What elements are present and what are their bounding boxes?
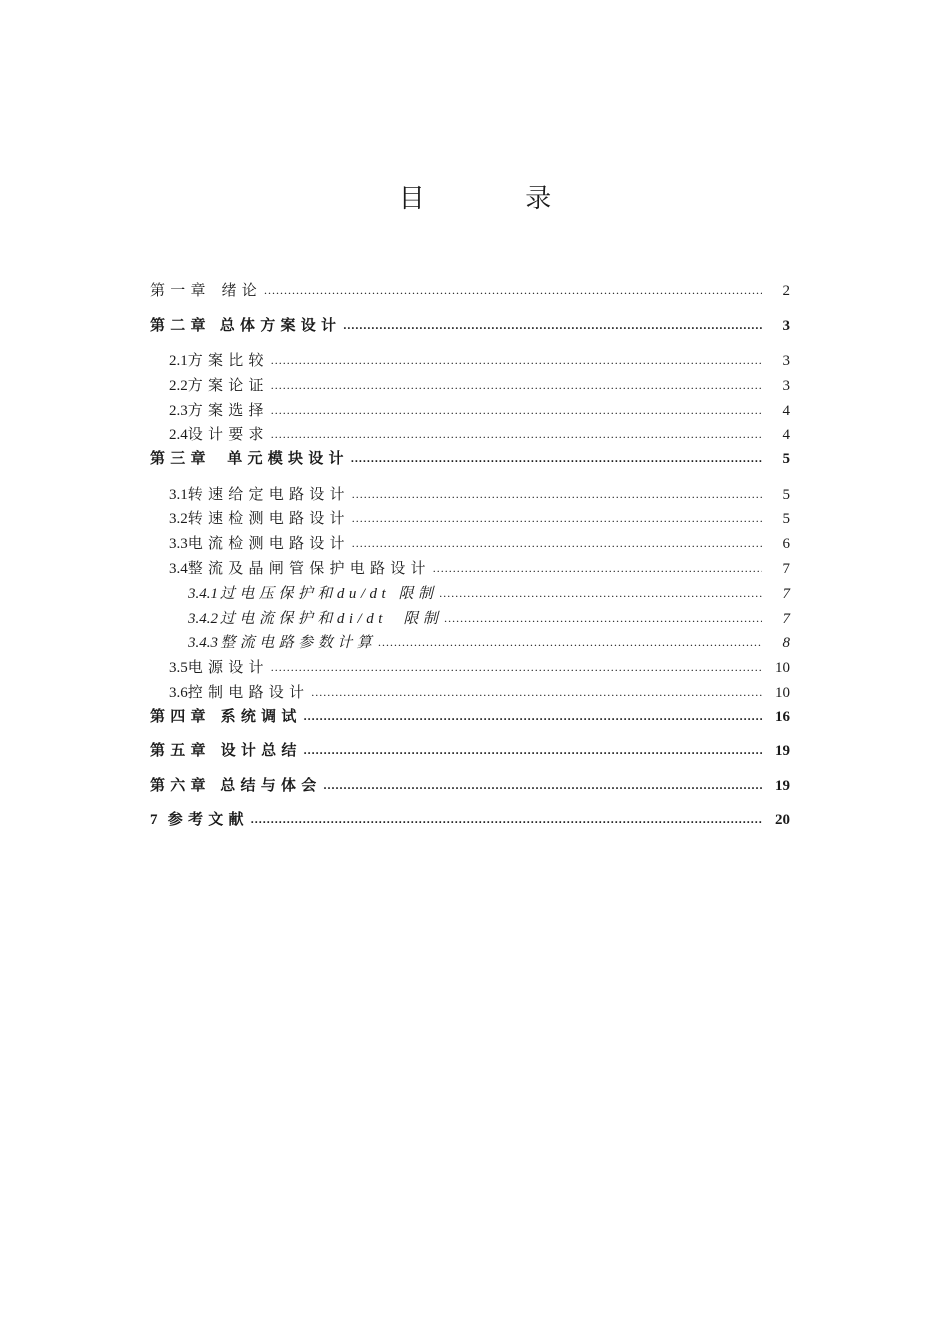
toc-page-number: 19 [775, 743, 790, 760]
toc-page-number: 3 [782, 377, 790, 394]
toc-page-number: 2 [782, 283, 790, 299]
toc-entry-number: 2.3 [169, 402, 188, 419]
toc-chapter-entry[interactable] [150, 315, 798, 350]
toc-page-number: 3 [782, 353, 790, 369]
toc-entry-number: 3.3 [169, 536, 188, 553]
dot-leader [271, 373, 762, 398]
dot-leader [433, 556, 762, 581]
toc-entry-title: 方案选择 [187, 402, 269, 419]
toc-subsection-entry[interactable] [150, 607, 798, 632]
toc-page-number: 10 [775, 660, 790, 677]
toc-entry-number: 3.5 [169, 660, 188, 677]
toc-page-number: 7 [782, 610, 790, 627]
dot-leader [264, 279, 762, 301]
toc-entry-number: 2.2 [169, 377, 188, 394]
toc-entry-title: 总结与体会 [220, 777, 322, 794]
dot-leader [271, 422, 762, 447]
toc-chapter-entry[interactable] [150, 740, 798, 775]
toc-entry-number: 7 [150, 812, 163, 829]
dot-leader [304, 739, 762, 761]
page-title [0, 178, 950, 215]
dot-leader [271, 398, 762, 423]
toc-page-number: 7 [782, 585, 790, 602]
dot-leader [343, 314, 762, 336]
toc-page-number: 10 [775, 685, 790, 702]
toc-section-entry[interactable] [150, 349, 798, 374]
toc-section-entry[interactable] [150, 681, 798, 706]
toc-section-entry[interactable] [150, 483, 798, 508]
toc-section-entry[interactable] [150, 532, 798, 557]
toc-entry-number: 3.1 [169, 486, 188, 503]
toc-page-number: 3 [782, 317, 790, 334]
toc-page-number: 20 [775, 812, 790, 829]
dot-leader [271, 655, 762, 680]
toc-chapter-entry[interactable] [150, 448, 798, 483]
toc-section-entry[interactable] [150, 656, 798, 681]
toc-entry-title: 单元模块设计 [227, 451, 349, 468]
toc-entry-number: 第五章 [150, 743, 211, 760]
toc-page-number: 5 [782, 486, 790, 503]
toc-page-number: 8 [782, 635, 790, 652]
toc-entry-number: 3.4 [169, 561, 188, 578]
dot-leader [323, 774, 762, 796]
toc-entry-title: 方案比较 [187, 353, 269, 369]
dot-leader [352, 531, 762, 556]
toc-page-number: 7 [782, 561, 790, 578]
toc-section-entry[interactable] [150, 374, 798, 399]
toc-entry-title: 设计要求 [187, 427, 269, 444]
toc-entry-number: 第三章 [150, 451, 211, 468]
toc-page-number: 5 [782, 451, 790, 468]
title-char-1: 目 [398, 184, 425, 213]
toc-entry-number: 3.6 [169, 685, 188, 702]
dot-leader [352, 482, 762, 507]
toc-entry-title: 系统调试 [220, 708, 302, 725]
toc-entry-title: 过电压保护和du/dt 限制 [219, 585, 438, 602]
toc-entry-title: 总体方案设计 [219, 317, 342, 334]
toc-entry-number: 2.4 [169, 427, 188, 444]
toc-section-entry[interactable] [150, 423, 798, 448]
toc-page-number: 19 [775, 777, 790, 794]
toc-section-entry[interactable] [150, 557, 798, 582]
toc-entry-title: 整流及晶闸管保护电路设计 [187, 561, 431, 578]
toc-entry-number: 3.4.1 [188, 585, 218, 602]
toc-entry-title: 设计总结 [220, 743, 302, 760]
toc-chapter-entry[interactable] [150, 775, 798, 810]
toc-entry-number: 第一章 [150, 283, 211, 299]
toc-entry-number: 第六章 [150, 777, 211, 794]
dot-leader [271, 348, 762, 373]
toc-page-number: 5 [782, 511, 790, 528]
toc-entry-title: 转速检测电路设计 [187, 511, 350, 528]
toc-subsection-entry[interactable] [150, 631, 798, 656]
dot-leader [311, 680, 762, 705]
table-of-contents [150, 280, 798, 844]
toc-entry-title: 电流检测电路设计 [187, 536, 350, 553]
dot-leader [444, 606, 762, 631]
toc-page-number: 6 [782, 536, 790, 553]
toc-subsection-entry[interactable] [150, 582, 798, 607]
toc-entry-title: 方案论证 [187, 377, 269, 394]
toc-entry-number: 2.1 [169, 353, 188, 369]
title-char-2: 录 [525, 184, 552, 213]
dot-leader [352, 506, 762, 531]
toc-entry-title: 绪论 [221, 283, 263, 299]
toc-section-entry[interactable] [150, 507, 798, 532]
toc-page-number: 16 [775, 708, 790, 725]
toc-entry-title: 电源设计 [187, 660, 269, 677]
dot-leader [439, 581, 762, 606]
toc-chapter-entry[interactable] [150, 809, 798, 844]
toc-entry-title: 过电流保护和di/dt 限制 [219, 610, 443, 627]
toc-entry-title: 参考文献 [167, 812, 249, 829]
dot-leader [251, 808, 762, 830]
toc-entry-number: 3.4.2 [188, 610, 218, 627]
toc-page-number: 4 [782, 427, 790, 444]
toc-chapter-entry[interactable] [150, 706, 798, 741]
dot-leader [378, 630, 762, 655]
toc-entry-title: 转速给定电路设计 [187, 486, 350, 503]
toc-entry-number: 3.2 [169, 511, 188, 528]
toc-entry-number: 3.4.3 [188, 635, 218, 652]
dot-leader [351, 447, 762, 469]
toc-entry-number: 第四章 [150, 708, 211, 725]
toc-entry-title: 整流电路参数计算 [220, 635, 377, 652]
toc-chapter-entry[interactable] [150, 280, 798, 315]
toc-entry-title: 控制电路设计 [187, 685, 310, 702]
toc-page-number: 4 [782, 402, 790, 419]
toc-entry-number: 第二章 [150, 317, 211, 334]
dot-leader [304, 705, 762, 727]
toc-section-entry[interactable] [150, 399, 798, 424]
